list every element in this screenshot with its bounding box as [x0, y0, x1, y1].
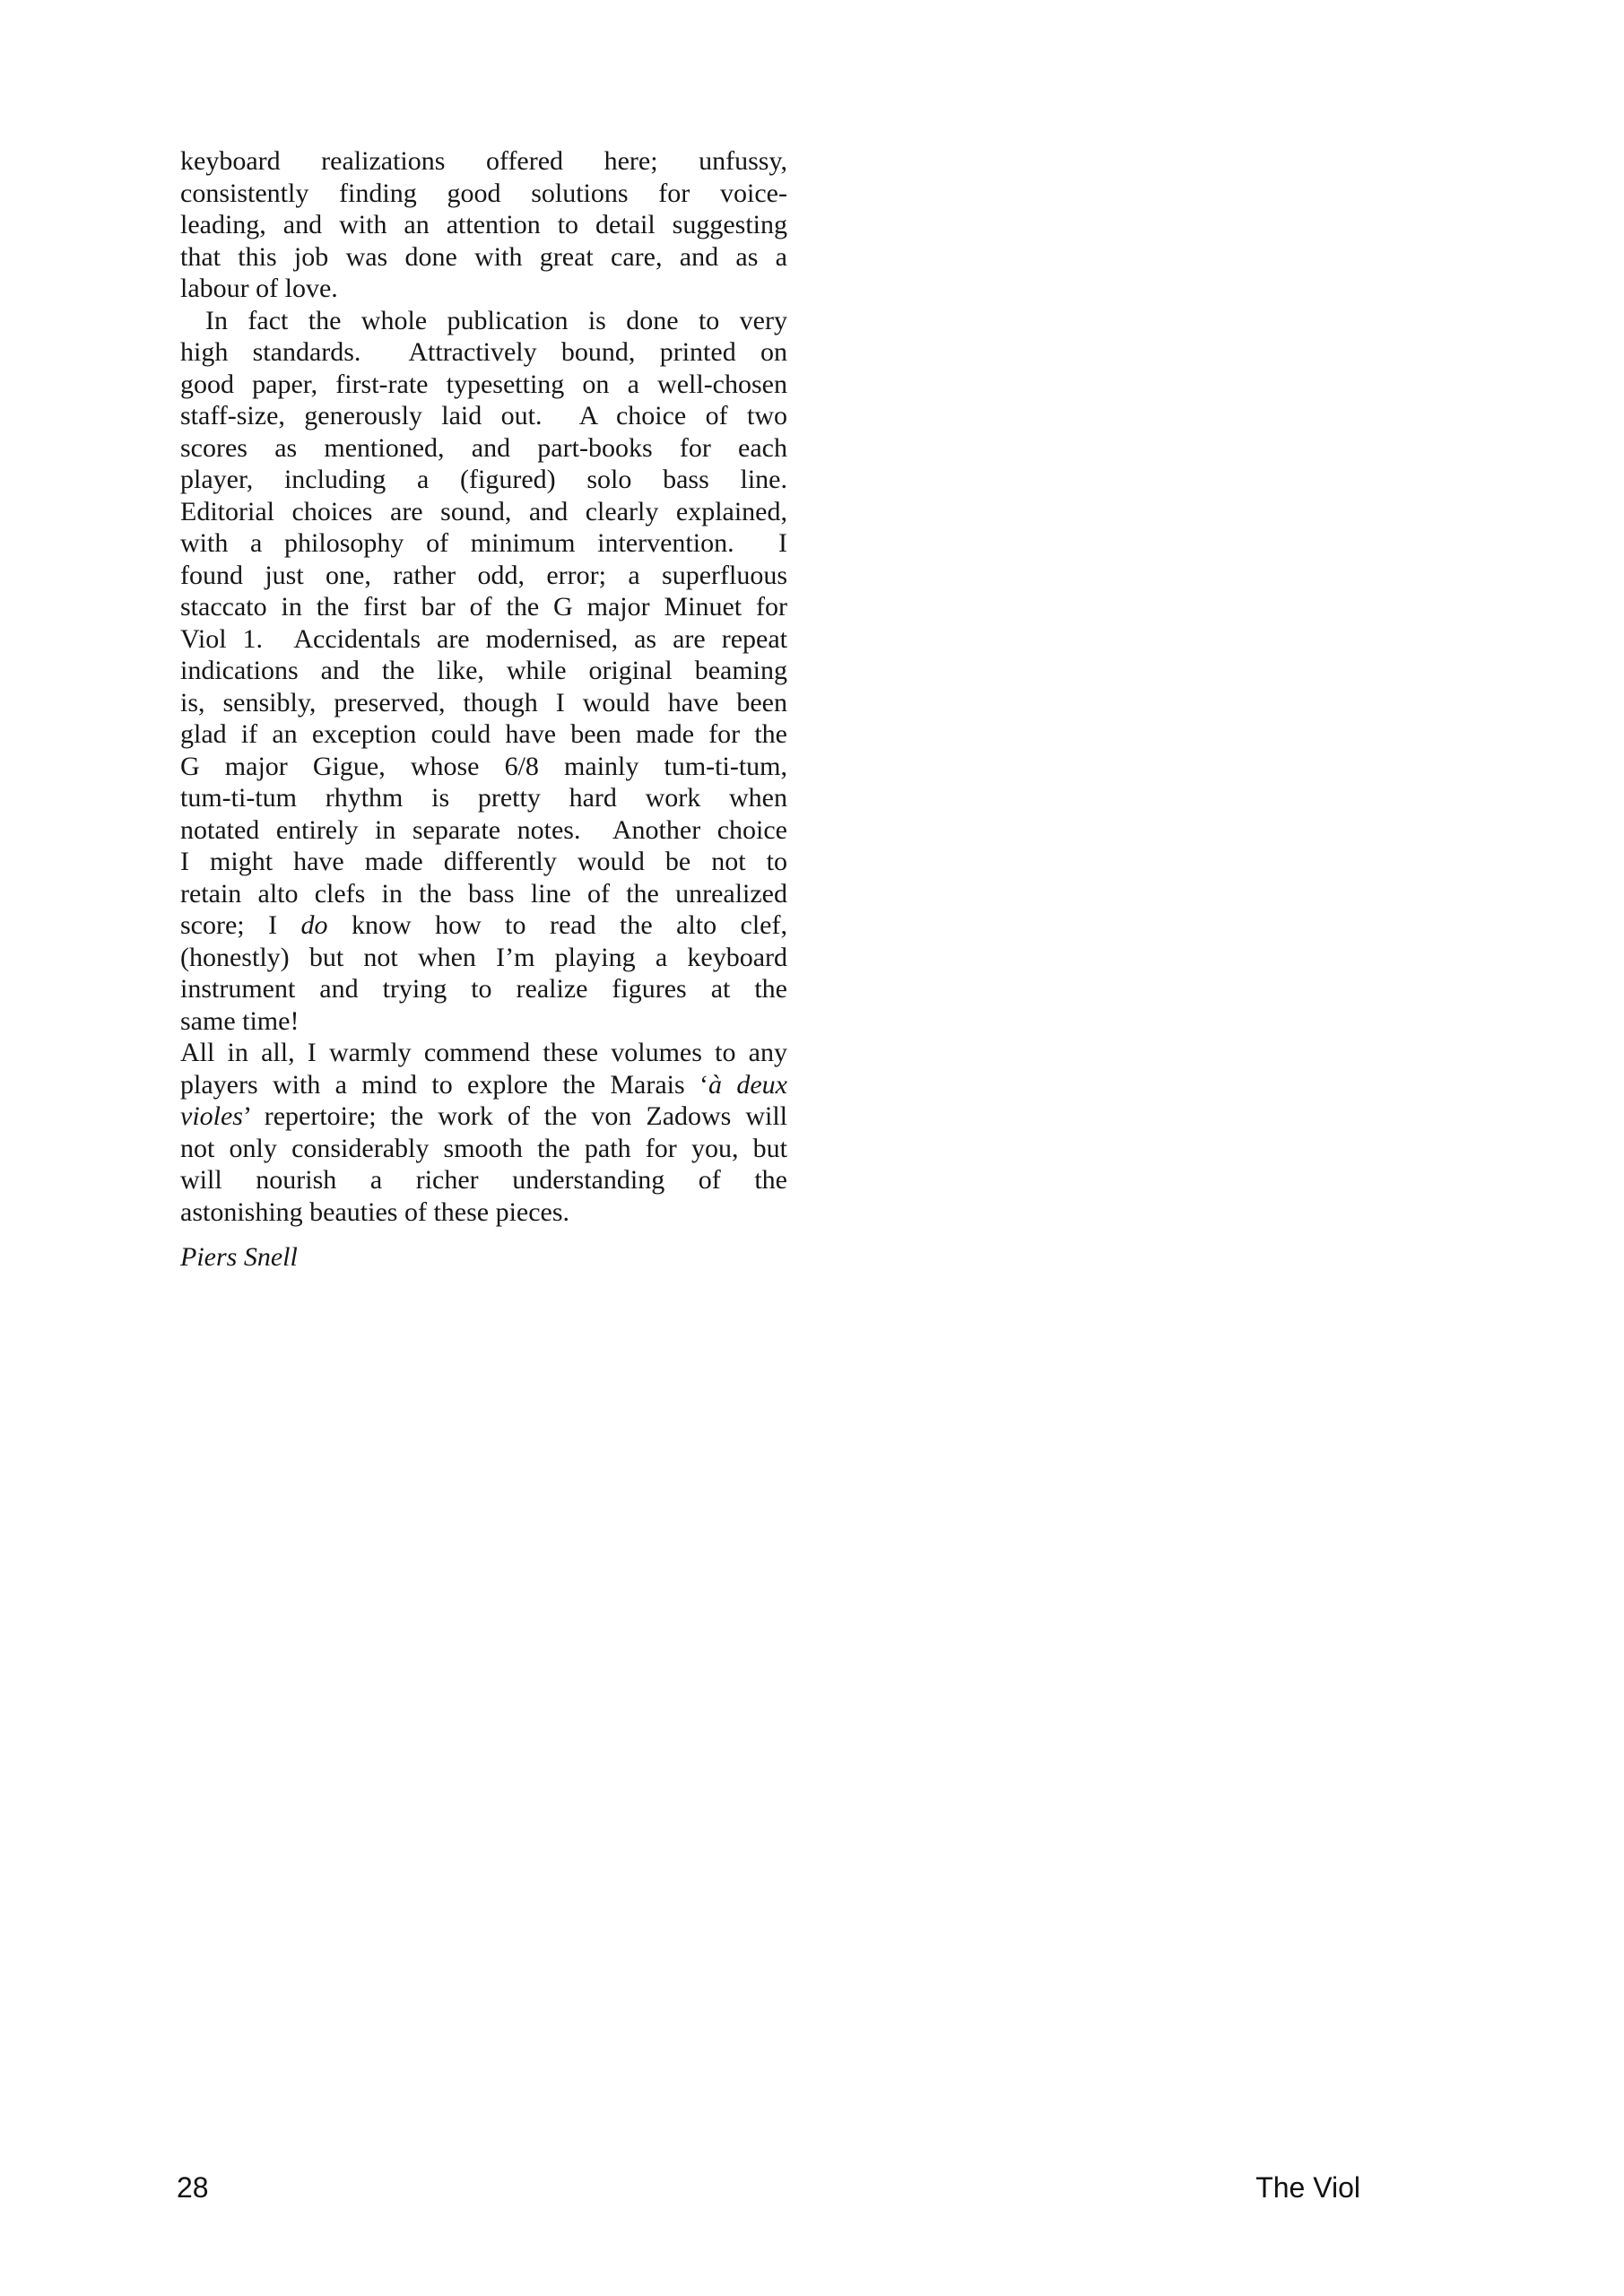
text-segment: know how to read the alto clef,	[327, 910, 787, 940]
text-line	[180, 782, 787, 814]
text-segment: high standards. Attractively bound, printed on	[180, 337, 787, 367]
text-line	[180, 1196, 787, 1229]
text-segment: staccato in the first bar of the G major Minuet for	[180, 592, 787, 622]
text-line	[180, 878, 787, 910]
text-line	[180, 1100, 787, 1133]
text-segment: found just one, rather odd, error; a superfluous	[180, 560, 787, 590]
text-line	[180, 464, 787, 496]
text-segment: labour of love.	[180, 274, 338, 303]
text-segment: same time!	[180, 1005, 300, 1036]
text-line	[180, 400, 787, 432]
text-line	[180, 241, 787, 274]
text-segment: scores as mentioned, and part-books for each	[180, 432, 787, 463]
text-line	[180, 942, 787, 974]
text-segment: I might have made differently would be not to	[180, 847, 787, 876]
text-segment: glad if an exception could have been made for the	[180, 719, 787, 749]
text-segment: consistently finding good solutions for voice-	[180, 178, 787, 208]
paragraph-3	[180, 1037, 787, 1228]
text-line	[180, 178, 787, 210]
text-line	[180, 655, 787, 687]
text-line	[180, 432, 787, 465]
text-line	[180, 846, 787, 878]
text-line	[180, 336, 787, 369]
text-line	[180, 560, 787, 592]
article-column	[180, 145, 787, 1274]
paragraph-2	[180, 305, 787, 1038]
text-line	[180, 527, 787, 560]
text-segment: leading, and with an attention to detail suggesting	[180, 210, 787, 239]
text-line	[180, 496, 787, 528]
text-segment: Editorial choices are sound, and clearly explained,	[180, 496, 787, 526]
text-segment: score; I	[180, 910, 301, 940]
text-line	[180, 209, 787, 241]
text-line	[180, 145, 787, 178]
text-segment: not only considerably smooth the path for you, but	[180, 1133, 787, 1163]
text-line	[180, 718, 787, 751]
text-segment: with a philosophy of minimum intervention. I	[180, 528, 787, 558]
text-line	[180, 687, 787, 719]
text-line	[180, 1164, 787, 1196]
text-segment: that this job was done with great care, and as a	[180, 241, 787, 272]
text-line	[180, 751, 787, 783]
text-segment: will nourish a richer understanding of the	[180, 1165, 787, 1195]
text-segment: staff-size, generously laid out. A choice of two	[180, 401, 787, 430]
italic-text-segment: violes	[180, 1101, 243, 1131]
italic-text-segment: do	[300, 910, 328, 940]
paragraph-1	[180, 145, 787, 305]
text-segment: ’ repertoire; the work of the von Zadows will	[242, 1101, 787, 1131]
text-segment: Viol 1. Accidentals are modernised, as are repeat	[180, 623, 787, 654]
text-segment: In fact the whole publication is done to very	[205, 305, 787, 335]
text-segment: G major Gigue, whose 6/8 mainly tum-ti-tum,	[180, 751, 787, 781]
text-segment: instrument and trying to realize figures at the	[180, 974, 787, 1004]
text-segment: good paper, first-rate typesetting on a well-chosen	[180, 369, 787, 399]
author-signature: Piers Snell	[180, 1242, 298, 1272]
text-line	[180, 1133, 787, 1165]
text-line	[180, 814, 787, 847]
text-line	[180, 909, 787, 942]
text-line	[180, 1005, 787, 1038]
text-segment: is, sensibly, preserved, though I would have been	[180, 687, 787, 718]
text-segment: notated entirely in separate notes. Another choice	[180, 814, 787, 845]
text-line	[180, 273, 787, 305]
text-line	[180, 369, 787, 401]
text-line	[180, 1069, 787, 1101]
text-line	[180, 973, 787, 1005]
text-segment: All in all, I warmly commend these volumes to any	[180, 1038, 787, 1067]
text-line	[180, 1037, 787, 1069]
text-segment: retain alto clefs in the bass line of the unrealized	[180, 878, 787, 909]
text-segment: (honestly) but not when I’m playing a keyboard	[180, 942, 787, 972]
text-segment: indications and the like, while original beaming	[180, 656, 787, 685]
text-segment: players with a mind to explore the Marais ‘	[180, 1069, 708, 1100]
italic-text-segment: à deux	[708, 1069, 787, 1100]
text-line	[180, 591, 787, 623]
text-segment: keyboard realizations offered here; unfussy,	[180, 146, 787, 176]
text-segment: player, including a (figured) solo bass line.	[180, 465, 787, 494]
magazine-title: The Viol	[1255, 2171, 1360, 2204]
page-number: 28	[177, 2171, 209, 2204]
text-segment: astonishing beauties of these pieces.	[180, 1196, 570, 1227]
text-line	[180, 305, 787, 337]
text-segment: tum-ti-tum rhythm is pretty hard work when	[180, 783, 787, 813]
text-line	[180, 623, 787, 656]
